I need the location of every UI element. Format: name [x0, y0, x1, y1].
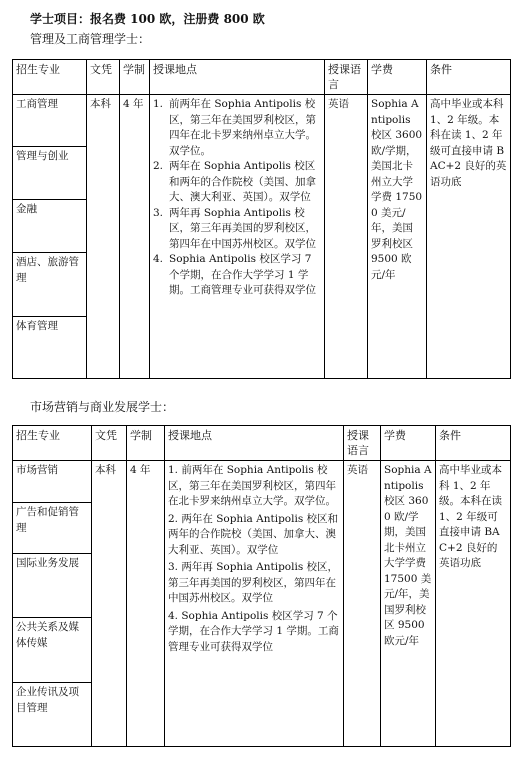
header-fee: 学费 — [381, 426, 436, 461]
major-item: 广告和促销管理 — [13, 503, 91, 554]
header-location: 授课地点 — [150, 60, 325, 95]
section2-table — [12, 425, 511, 747]
section1-title: 管理及工商管理学士： — [30, 32, 151, 46]
location-item: 3. 两年再 Sophia Antipolis 校区，第三年再美国的罗利校区，第四年在中国苏州校区。双学位 — [153, 206, 316, 250]
location-item: 2. 两年在 Sophia Antipolis 校区和两年的合作院校（美国、加拿大、澳大利亚、英国）。双学位 — [168, 512, 339, 556]
header-diploma: 文凭 — [87, 60, 120, 95]
major-item: 工商管理 — [13, 95, 86, 147]
major-item: 公共关系及媒体传媒 — [13, 618, 91, 683]
locations-cell — [165, 461, 344, 747]
language-cell: 英语 — [344, 461, 381, 747]
header-fee: 学费 — [368, 60, 427, 95]
language-cell: 英语 — [325, 95, 368, 379]
page-heading: 学士项目：报名费 100 欧，注册费 800 欧 — [30, 12, 265, 26]
header-major: 招生专业 — [13, 426, 92, 461]
diploma-cell: 本科 — [92, 461, 127, 747]
duration-cell: 4 年 — [120, 95, 150, 379]
location-item: 1. 前两年在 Sophia Antipolis 校区，第三年在美国罗利校区，第四年在北卡罗来纳州卓立大学。双学位。 — [168, 464, 336, 507]
major-item: 管理与创业 — [13, 147, 86, 200]
location-item: 2. 两年在 Sophia Antipolis 校区和两年的合作院校（美国、加拿大、澳大利亚、英国）。双学位 — [153, 160, 316, 203]
section2-header-row — [13, 426, 511, 461]
major-item: 酒店、旅游管理 — [13, 253, 86, 317]
section2-body-row — [13, 461, 511, 747]
majors-cell — [13, 461, 92, 747]
section2-title: 市场营销与商业发展学士： — [30, 400, 175, 414]
header-language: 授课语言 — [325, 60, 368, 95]
major-item: 金融 — [13, 200, 86, 253]
duration-cell: 4 年 — [127, 461, 165, 747]
section1-body-row — [13, 95, 511, 379]
locations-cell — [150, 95, 325, 379]
header-duration: 学制 — [120, 60, 150, 95]
header-conditions: 条件 — [436, 426, 511, 461]
section1-header-row — [13, 60, 511, 95]
conditions-cell: 高中毕业或本科 1、2 年级。本科在读 1、2 年级可直接申请 BAC+2 良好的英语功底 — [436, 461, 511, 747]
fee-cell: Sophia Antipolis 校区 3600 欧/学期，美国北卡州立大学学费 17500 美元/年，美国罗利校区 9500 欧元/年 — [381, 461, 436, 747]
majors-cell — [13, 95, 87, 379]
location-item: 4. Sophia Antipolis 校区学习 7 个学期，在合作大学学习 1 学期。工商管理专业可获得双学位 — [168, 609, 339, 653]
fee-cell: Sophia Antipolis 校区 3600 欧/学期，美国北卡州立大学学费 17500 美元/年，美国罗利校区 9500 欧元/年 — [368, 95, 427, 379]
major-item: 体育管理 — [16, 320, 58, 332]
header-location: 授课地点 — [165, 426, 344, 461]
location-item: 4. Sophia Antipolis 校区学习 7 个学期，在合作大学学习 1 学期。工商管理专业可获得双学位 — [153, 253, 316, 296]
header-language: 授课语言 — [344, 426, 381, 461]
location-item: 1. 前两年在 Sophia Antipolis 校区，第三年在美国罗利校区，第四年在北卡罗来纳州卓立大学。双学位。 — [153, 98, 316, 157]
section1-table — [12, 59, 511, 379]
major-item: 市场营销 — [13, 461, 91, 503]
major-item: 企业传讯及项目管理 — [16, 686, 79, 714]
header-duration: 学制 — [127, 426, 165, 461]
conditions-cell: 高中毕业或本科 1、2 年级。本科在读 1、2 年级可直接申请 BAC+2 良好的英语功底 — [427, 95, 511, 379]
location-item: 3. 两年再 Sophia Antipolis 校区，第三年再美国的罗利校区，第四年在中国苏州校区。双学位 — [168, 561, 339, 604]
major-item: 国际业务发展 — [13, 554, 91, 618]
diploma-cell: 本科 — [87, 95, 120, 379]
header-conditions: 条件 — [427, 60, 511, 95]
header-major: 招生专业 — [13, 60, 87, 95]
header-diploma: 文凭 — [92, 426, 127, 461]
